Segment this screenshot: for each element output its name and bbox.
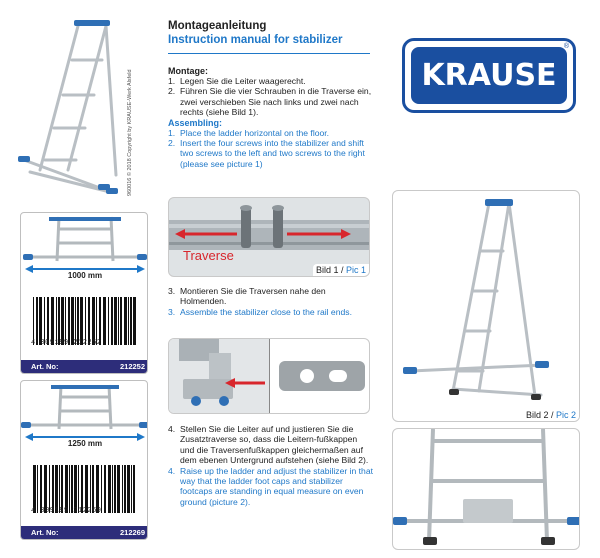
barcode-bar bbox=[61, 465, 63, 513]
barcode-bar bbox=[133, 297, 136, 345]
step-de-4: 4. Stellen Sie die Leiter auf und justieren Sie die Zusatztraverse so, dass die Leitern-fußkappen und die Traversenfußkappen gleichermaßen auf dem ebenen Untergrund aufstehen (siehe Bild 2). bbox=[168, 424, 369, 466]
barcode-bar bbox=[58, 297, 60, 345]
copyright-text: 960016 © 2018 Copyright by KRAUSE-Werk Alsfeld bbox=[127, 69, 133, 196]
product-width-1250: 1250 mm bbox=[67, 439, 103, 448]
barcode-digits-1250: 4 009199 212269 bbox=[31, 507, 102, 515]
barcode-bar bbox=[108, 297, 109, 345]
barcode-bar bbox=[117, 465, 120, 513]
step-en-2: 2. Insert the four screws into the stabilizer and shift two screws to the left and two screws to the right (please see picture 1) bbox=[168, 138, 365, 169]
art-number: 212269 bbox=[120, 528, 146, 537]
barcode-bar bbox=[68, 297, 70, 345]
barcode-bar bbox=[114, 297, 117, 345]
barcode-digits-1000: 4 009199 212252 bbox=[31, 339, 102, 347]
page-title-de: Montageanleitung bbox=[168, 20, 267, 32]
picture-1-caption: Bild 1 / Pic 1 bbox=[313, 264, 369, 276]
assembling-label: Assembling: bbox=[168, 117, 223, 128]
step-en-3: 3. Assemble the stabilizer close to the rail ends. bbox=[168, 306, 352, 317]
barcode-bar bbox=[112, 465, 113, 513]
step-4 bbox=[168, 424, 373, 507]
barcode-bar bbox=[114, 465, 116, 513]
step-de-1: 1. Legen Sie die Leiter waagerecht. bbox=[168, 76, 306, 86]
barcode-1250 bbox=[31, 457, 139, 515]
art-label: Art. No: bbox=[31, 528, 59, 537]
step-en-1: 1. Place the ladder horizontal on the floor. bbox=[168, 127, 330, 138]
barcode-bar bbox=[96, 297, 97, 345]
barcode-bar bbox=[124, 297, 127, 345]
page-title-en: Instruction manual for stabilizer bbox=[168, 34, 343, 46]
montage-label: Montage: bbox=[168, 66, 208, 76]
barcode-bar bbox=[124, 465, 126, 513]
barcode-bar bbox=[69, 465, 70, 513]
instructions-top bbox=[168, 66, 373, 169]
page-header bbox=[168, 20, 368, 46]
barcode-bar bbox=[74, 465, 77, 513]
copyright-note bbox=[127, 46, 137, 196]
barcode-bar bbox=[37, 465, 38, 513]
step-3 bbox=[168, 286, 373, 317]
barcode-bar bbox=[80, 297, 83, 345]
barcode-bar bbox=[108, 465, 111, 513]
barcode-bar bbox=[55, 465, 58, 513]
barcode-bar bbox=[65, 465, 68, 513]
picture-2-front bbox=[392, 428, 580, 550]
barcode-bar bbox=[39, 297, 42, 345]
barcode-bar bbox=[33, 297, 34, 345]
registered-mark: ® bbox=[563, 43, 569, 50]
barcode-bar bbox=[99, 297, 101, 345]
picture-1 bbox=[168, 197, 370, 277]
ladder-illustration-top bbox=[10, 10, 130, 210]
barcode-bar bbox=[120, 297, 122, 345]
barcode-bar bbox=[88, 297, 90, 345]
barcode-bar bbox=[44, 465, 47, 513]
barcode-bar bbox=[36, 297, 38, 345]
barcode-bar bbox=[52, 465, 54, 513]
product-box-1250 bbox=[20, 380, 148, 540]
barcode-bar bbox=[59, 465, 60, 513]
art-number-bar-1250 bbox=[21, 526, 147, 539]
barcode-bar bbox=[92, 465, 94, 513]
barcode-bar bbox=[118, 297, 119, 345]
barcode-bar bbox=[103, 297, 106, 345]
steps-en-top bbox=[168, 128, 373, 170]
product-box-1000 bbox=[20, 212, 148, 374]
art-number: 212252 bbox=[120, 362, 146, 371]
barcode-bar bbox=[96, 465, 99, 513]
krause-logo bbox=[402, 38, 576, 113]
picture-2 bbox=[392, 190, 580, 422]
barcode-bar bbox=[78, 465, 79, 513]
step-en-4: 4. Raise up the ladder and adjust the stabilizer in that way that the ladder foot caps and stabilizer footcaps are standing in equal measure on even ground (picture 2). bbox=[168, 465, 374, 507]
barcode-bar bbox=[133, 465, 135, 513]
brand-name: KRAUSE bbox=[421, 58, 557, 93]
step-de-2: 2. Führen Sie die vier Schrauben in die Traverse ein, zwei verschieben Sie nach links und zwei nach rechts (siehe Bild 1). bbox=[168, 86, 372, 118]
picture-3 bbox=[168, 338, 370, 414]
barcode-1000 bbox=[31, 289, 139, 347]
barcode-bar bbox=[49, 465, 50, 513]
product-width-1000: 1000 mm bbox=[67, 271, 103, 280]
barcode-bar bbox=[51, 297, 54, 345]
barcode-bar bbox=[56, 297, 57, 345]
barcode-bar bbox=[33, 465, 36, 513]
barcode-bar bbox=[71, 465, 73, 513]
barcode-bar bbox=[111, 297, 113, 345]
barcode-bar bbox=[44, 297, 45, 345]
barcode-bar bbox=[127, 465, 130, 513]
traverse-label: Traverse bbox=[183, 248, 234, 263]
barcode-bar bbox=[92, 297, 95, 345]
barcode-bar bbox=[85, 465, 88, 513]
steps-de-top bbox=[168, 76, 373, 118]
picture-2-caption: Bild 2 / Pic 2 bbox=[523, 409, 579, 421]
barcode-bar bbox=[130, 297, 132, 345]
barcode-bar bbox=[128, 297, 129, 345]
barcode-bar bbox=[85, 297, 86, 345]
art-number-bar-1000 bbox=[21, 360, 147, 373]
barcode-bar bbox=[71, 297, 74, 345]
barcode-bar bbox=[47, 297, 49, 345]
barcode-bar bbox=[122, 465, 123, 513]
barcode-bar bbox=[90, 465, 91, 513]
barcode-bar bbox=[40, 465, 42, 513]
barcode-bar bbox=[81, 465, 83, 513]
header-rule bbox=[168, 53, 370, 54]
barcode-bar bbox=[65, 297, 66, 345]
barcode-bar bbox=[131, 465, 132, 513]
barcode-bar bbox=[101, 465, 102, 513]
barcode-bar bbox=[75, 297, 76, 345]
barcode-bar bbox=[77, 297, 79, 345]
art-label: Art. No: bbox=[31, 362, 59, 371]
barcode-bar bbox=[61, 297, 64, 345]
step-de-3: 3. Montieren Sie die Traversen nahe den Holmenden. bbox=[168, 286, 326, 307]
barcode-bar bbox=[104, 465, 106, 513]
